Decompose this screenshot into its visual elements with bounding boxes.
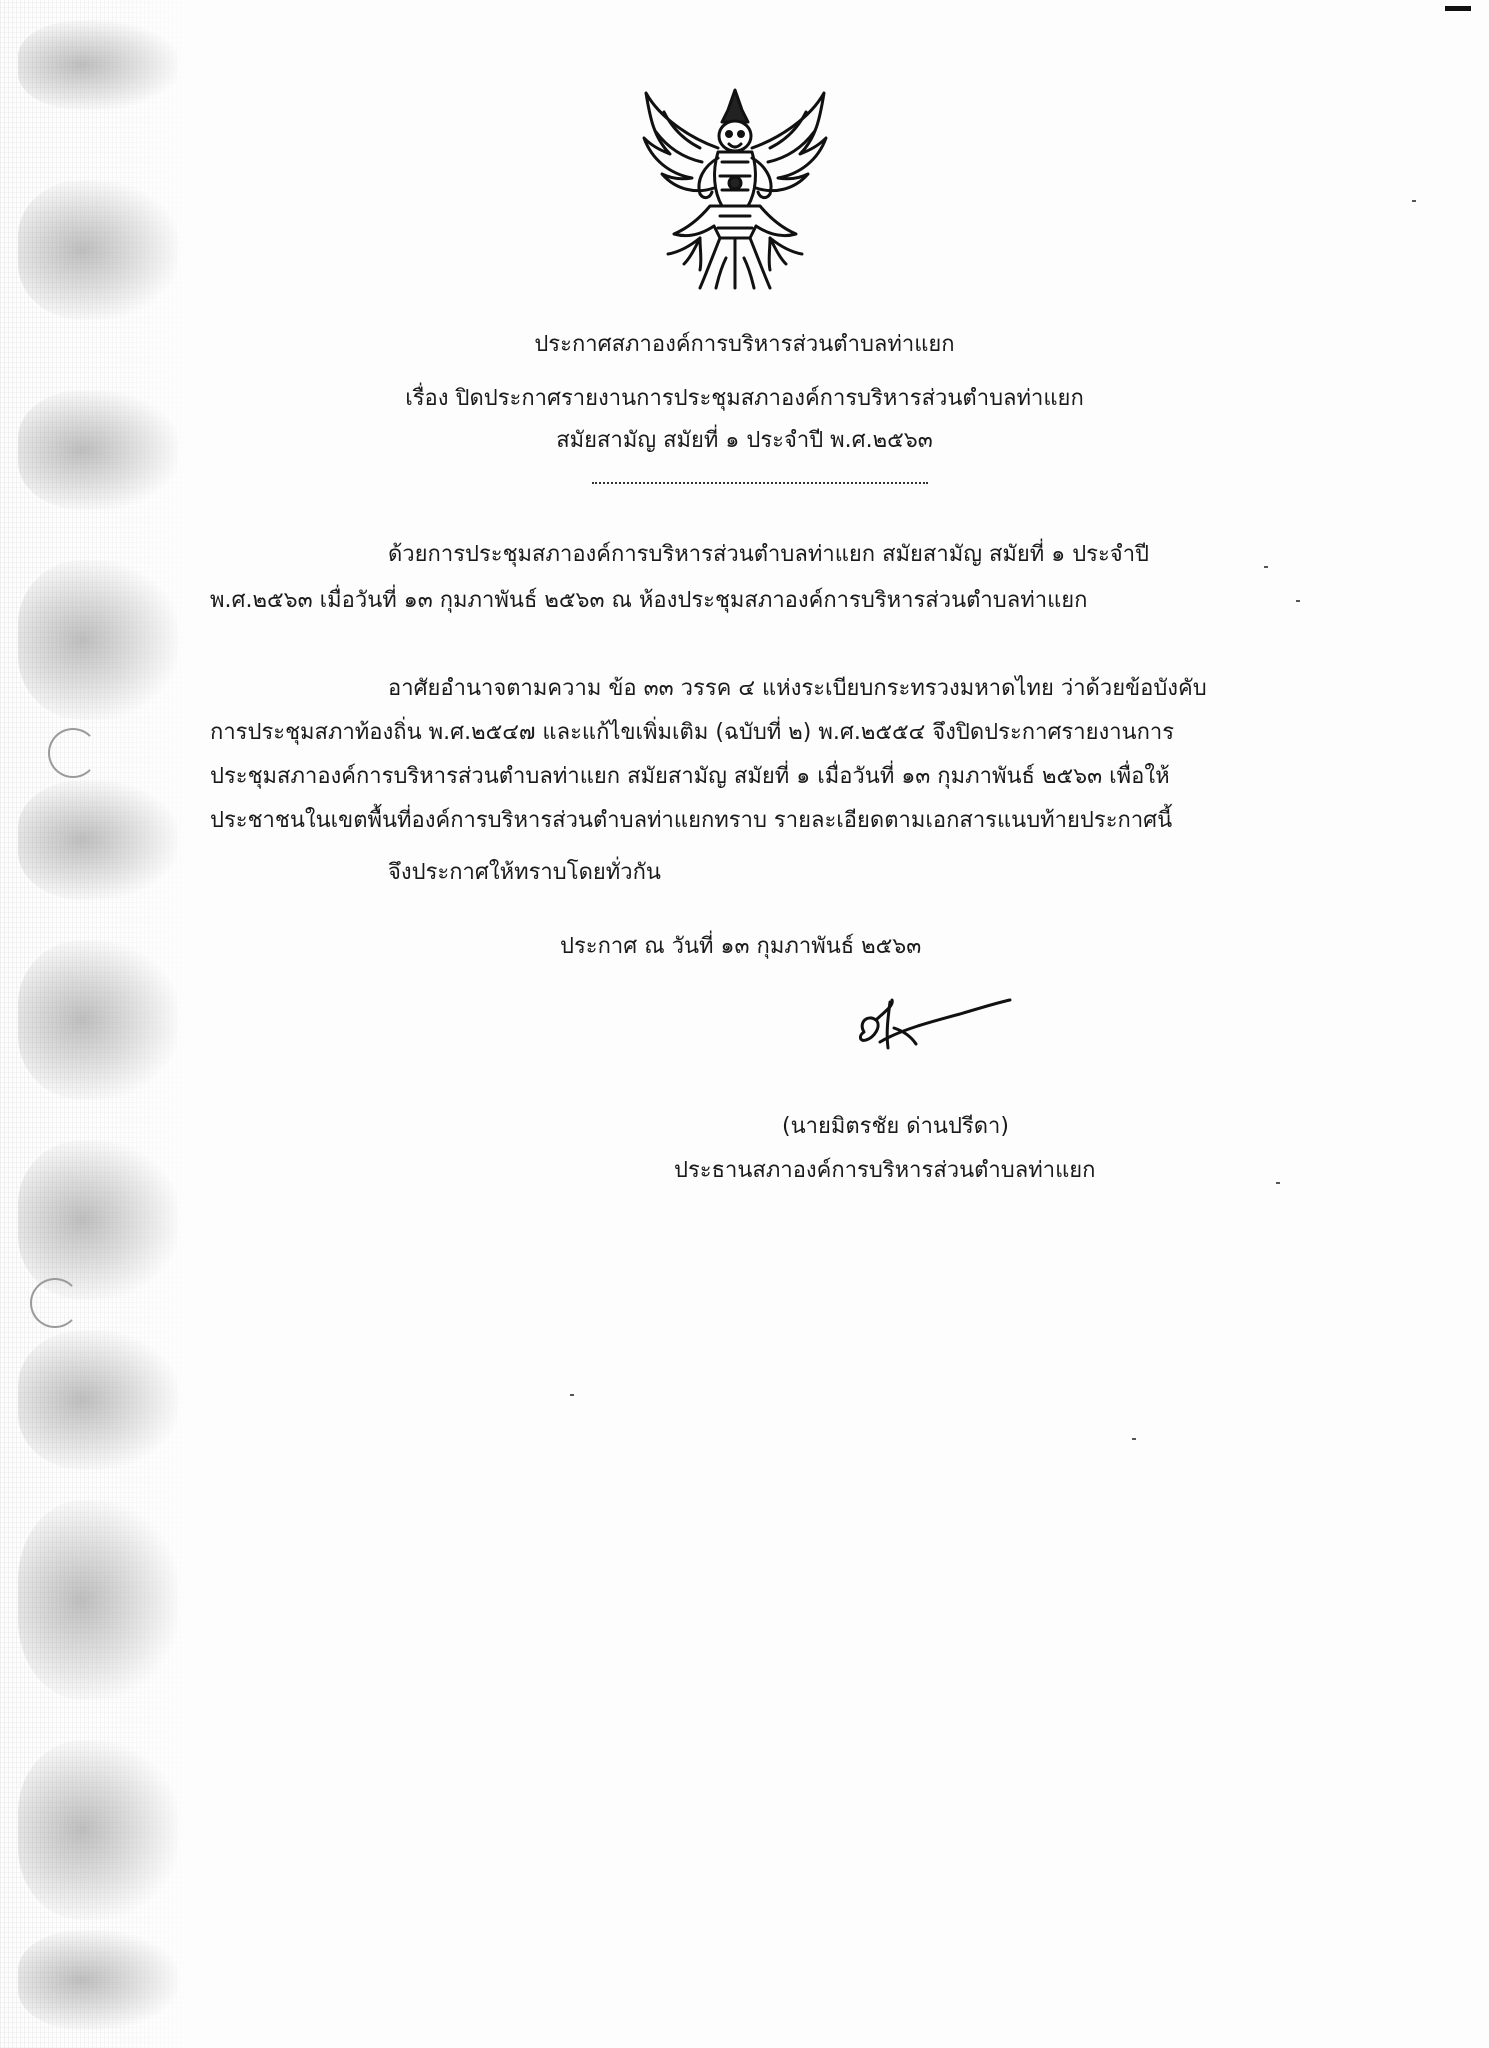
signatory-position: ประธานสภาองค์การบริหารส่วนตำบลท่าแยก: [674, 1158, 1096, 1183]
paragraph-2-line-3: ประชุมสภาองค์การบริหารส่วนตำบลท่าแยก สมัยสามัญ สมัยที่ ๑ เมื่อวันที่ ๑๓ กุมภาพันธ์ ๒๕๖๓ เพื่อให้: [210, 764, 1170, 789]
scan-smudge: [18, 1500, 178, 1700]
corner-mark: [1445, 6, 1471, 11]
punch-hole: [30, 1278, 80, 1328]
scan-smudge: [18, 780, 178, 900]
garuda-emblem: [640, 88, 830, 293]
scan-speck: [1276, 1182, 1280, 1184]
scan-speck: [570, 1394, 574, 1396]
paragraph-1-line-1: ด้วยการประชุมสภาองค์การบริหารส่วนตำบลท่าแยก สมัยสามัญ สมัยที่ ๑ ประจำปี: [388, 542, 1150, 567]
paragraph-1-line-2: พ.ศ.๒๕๖๓ เมื่อวันที่ ๑๓ กุมภาพันธ์ ๒๕๖๓ ณ ห้องประชุมสภาองค์การบริหารส่วนตำบลท่าแยก: [210, 588, 1088, 613]
announcement-subject: เรื่อง ปิดประกาศรายงานการประชุมสภาองค์การบริหารส่วนตำบลท่าแยก: [405, 386, 1084, 411]
announcement-title: ประกาศสภาองค์การบริหารส่วนตำบลท่าแยก: [534, 332, 955, 357]
scan-smudge: [18, 940, 178, 1100]
signatory-name: (นายมิตรชัย ด่านปรีดา): [782, 1114, 1009, 1139]
announcement-date: ประกาศ ณ วันที่ ๑๓ กุมภาพันธ์ ๒๕๖๓: [560, 934, 922, 959]
scan-smudge: [18, 180, 178, 320]
scan-smudge: [18, 560, 178, 720]
scan-speck: [1132, 1438, 1136, 1440]
scan-smudge: [18, 1330, 178, 1470]
closing-statement: จึงประกาศให้ทราบโดยทั่วกัน: [388, 860, 661, 885]
scan-smudge: [18, 1140, 178, 1300]
scan-smudge: [18, 1930, 178, 2030]
scan-speck: [1264, 566, 1268, 568]
paragraph-2-line-2: การประชุมสภาท้องถิ่น พ.ศ.๒๕๔๗ และแก้ไขเพิ่มเติม (ฉบับที่ ๒) พ.ศ.๒๕๕๔ จึงปิดประกาศรายงานการ: [210, 720, 1175, 745]
scan-smudge: [18, 1740, 178, 1920]
announcement-session: สมัยสามัญ สมัยที่ ๑ ประจำปี พ.ศ.๒๕๖๓: [556, 428, 933, 453]
paragraph-2-line-1: อาศัยอำนาจตามความ ข้อ ๓๓ วรรค ๔ แห่งระเบียบกระทรวงมหาดไทย ว่าด้วยข้อบังคับ: [388, 676, 1207, 701]
dotted-divider: [592, 482, 928, 484]
punch-hole: [48, 728, 98, 778]
scan-smudge: [18, 20, 178, 110]
signature: [850, 992, 1020, 1062]
scan-speck: [1412, 200, 1416, 202]
paragraph-2-line-4: ประชาชนในเขตพื้นที่องค์การบริหารส่วนตำบลท่าแยกทราบ รายละเอียดตามเอกสารแนบท้ายประกาศนี้: [210, 808, 1173, 833]
scan-speck: [1296, 600, 1300, 602]
